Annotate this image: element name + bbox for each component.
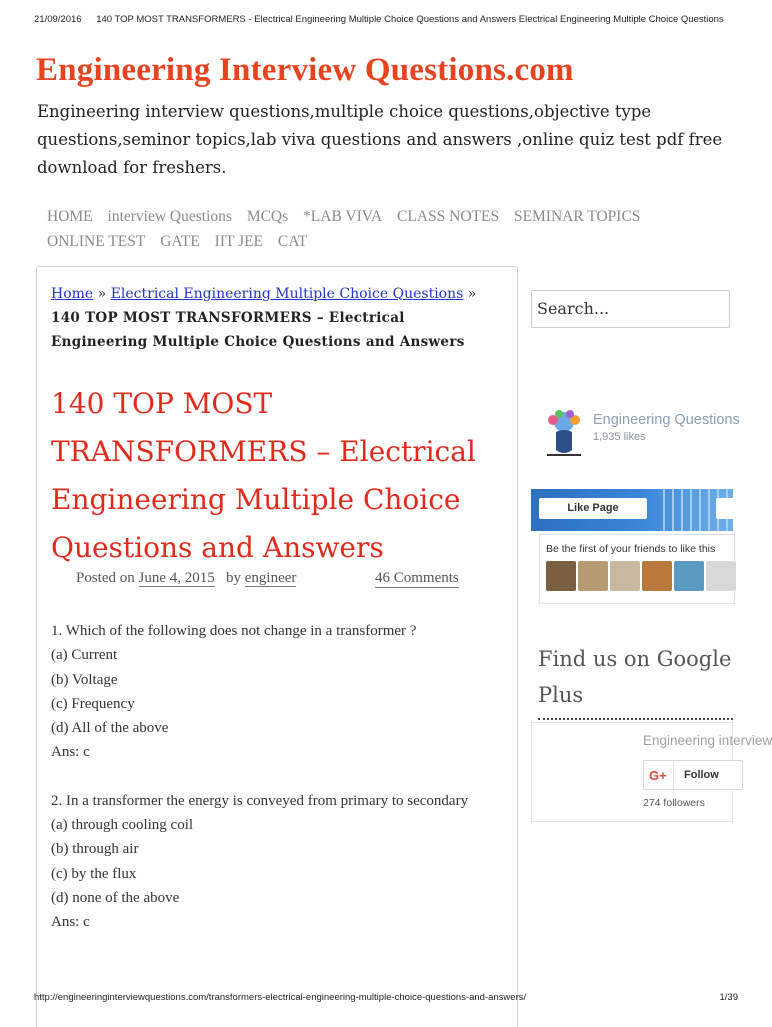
main-nav [47,204,727,254]
nav-item-interview-questions[interactable]: interview Questions [107,208,232,225]
print-url: http://engineeringinterviewquestions.com/transformers-electrical-engineering-multiple-choice-questions-and-answers/ [34,992,527,1003]
print-page-title: 140 TOP MOST TRANSFORMERS - Electrical Engineering Multiple Choice Questions and Answers Electrical Engineering Multiple Choice Questions [96,14,724,25]
posted-on-label: Posted on [76,570,135,586]
question-option: (d) none of the above [51,889,180,906]
breadcrumb-home-link[interactable]: Home [51,286,94,302]
google-plus-followers: 274 followers [643,797,705,809]
question-list [51,619,496,959]
facebook-share-button[interactable] [716,498,736,519]
breadcrumb [51,282,506,354]
comments-link[interactable]: 46 Comments [375,570,459,586]
question-option: (a) Current [51,647,118,664]
question-option: (b) Voltage [51,671,118,688]
question-option: (a) through cooling coil [51,817,194,834]
avatar[interactable] [546,561,576,591]
page-logo-icon[interactable] [539,410,589,460]
nav-item-seminar-topics[interactable]: SEMINAR TOPICS [513,208,641,225]
breadcrumb-separator: » [467,286,477,302]
print-page-number: 1/39 [719,992,738,1003]
print-footer [34,992,738,1003]
site-title[interactable]: Engineering Interview Questions.com [36,52,574,88]
nav-item-home[interactable]: HOME [47,208,93,225]
facebook-like-count: 1,935 likes [593,431,646,443]
question-option: (c) by the flux [51,865,137,882]
post-date-link[interactable]: June 4, 2015 [138,570,215,586]
nav-item-gate[interactable]: GATE [160,233,200,250]
breadcrumb-separator: » [97,286,107,302]
question-answer: Ans: c [51,744,90,761]
post-meta [76,570,496,587]
post-title: 140 TOP MOST TRANSFORMERS – Electrical Engineering Multiple Choice Questions and Answers [51,387,476,564]
nav-item-iit-jee[interactable]: IIT JEE [214,233,264,250]
google-plus-icon: G+ [649,768,667,783]
breadcrumb-category-link[interactable]: Electrical Engineering Multiple Choice Questions [110,286,464,302]
nav-item-mcqs[interactable]: MCQs [246,208,289,225]
question-item [51,789,496,935]
divider [673,761,674,789]
facebook-friend-avatars [546,561,736,595]
facebook-friends-panel [539,534,735,604]
facebook-page-widget [531,400,740,606]
print-date: 21/09/2016 [34,14,82,25]
nav-item-online-test[interactable]: ONLINE TEST [47,233,146,250]
print-header [34,14,738,25]
avatar[interactable] [642,561,672,591]
divider [538,718,733,720]
question-answer: Ans: c [51,914,90,931]
nav-item-cat[interactable]: CAT [277,233,308,250]
question-option: (b) through air [51,841,139,858]
question-item [51,619,496,765]
question-option: (c) Frequency [51,695,135,712]
google-plus-widget [531,722,772,822]
google-plus-page-name[interactable]: Engineering interview [643,733,772,748]
follow-label: Follow [684,769,719,781]
avatar[interactable] [578,561,608,591]
facebook-page-name[interactable]: Engineering Questions [593,412,740,428]
facebook-like-page-button[interactable]: Like Page [539,498,647,519]
google-plus-follow-button[interactable] [643,760,743,790]
nav-item-class-notes[interactable]: CLASS NOTES [397,208,500,225]
google-plus-heading: Find us on Google Plus [538,647,732,707]
by-label: by [226,570,242,586]
question-option: (d) All of the above [51,720,169,737]
question-text: 1. Which of the following does not change in a transformer ? [51,623,417,639]
search-input[interactable]: Search... [531,290,730,328]
site-description: Engineering interview questions,multiple choice questions,objective type questions,seminor topics,lab viva questions and answers ,online quiz test pdf free download for freshers. [37,102,723,177]
avatar[interactable] [610,561,640,591]
question-text: 2. In a transformer the energy is conveyed from primary to secondary [51,792,469,809]
nav-item-lab-viva[interactable]: *LAB VIVA [303,208,383,225]
breadcrumb-current: 140 TOP MOST TRANSFORMERS – Electrical Engineering Multiple Choice Questions and Answers [51,310,465,350]
facebook-friends-text: Be the first of your friends to like this [546,543,716,555]
avatar[interactable] [674,561,704,591]
author-link[interactable]: engineer [244,570,297,586]
avatar[interactable] [706,561,736,591]
